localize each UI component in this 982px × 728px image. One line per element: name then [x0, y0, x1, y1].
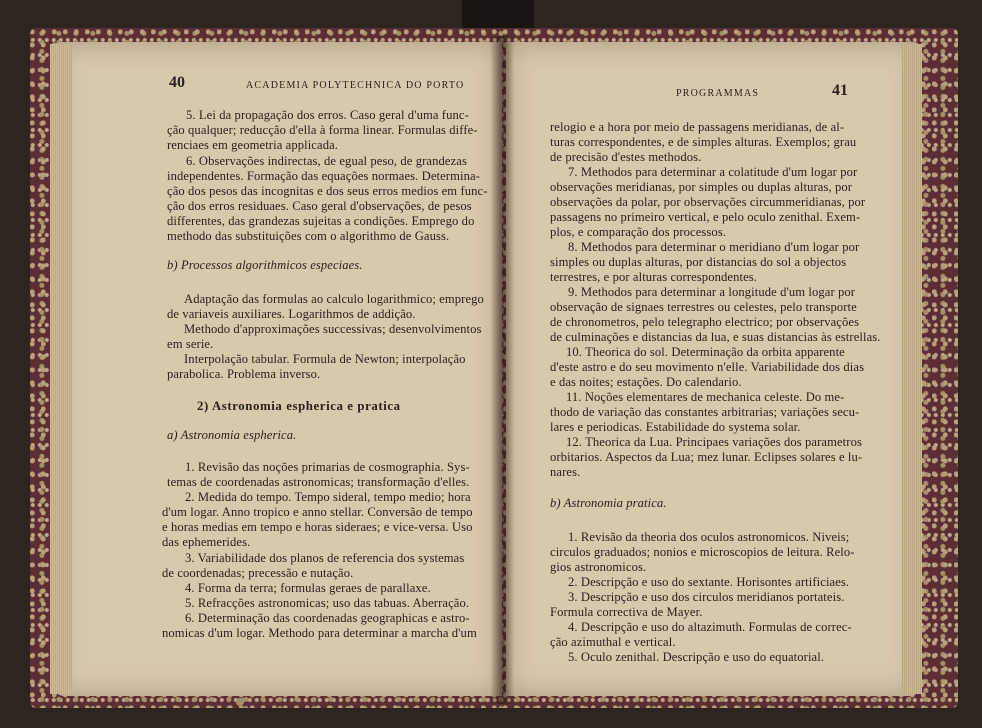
text-line: independentes. Formação das equações normaes. Determina-	[167, 169, 480, 183]
text-line: 6. Observações indirectas, de egual peso, de grandezas	[186, 154, 467, 168]
section-heading: 2) Astronomia espherica e pratica	[197, 399, 401, 413]
text-line: 6. Determinação das coordenadas geographicas e astro-	[185, 611, 470, 625]
text-line: circulos graduados; nonios e microscopios de leitura. Relo-	[550, 545, 855, 559]
text-line: simples ou duplas alturas, por distancias do sol a objectos	[550, 255, 847, 269]
text-line: 5. Refracções astronomicas; uso das tabuas. Aberração.	[185, 596, 470, 610]
page-number-right: 41	[832, 82, 848, 99]
text-line: 1. Revisão das noções primarias de cosmographia. Sys-	[185, 460, 470, 474]
text-line: gios astronomicos.	[550, 560, 647, 574]
text-line: nares.	[550, 465, 581, 479]
text-line: 2. Medida do tempo. Tempo sideral, tempo medio; hora	[185, 490, 471, 504]
text-line: das ephemerides.	[162, 535, 251, 549]
page-number-left: 40	[169, 74, 185, 91]
text-line: de precisão d'estes methodos.	[550, 150, 702, 164]
text-line: Formula correctiva de Mayer.	[550, 605, 703, 619]
running-head-left: ACADEMIA POLYTECHNICA DO PORTO	[246, 80, 465, 91]
text-line: renciaes em geometria applicada.	[167, 138, 339, 152]
text-line: 3. Variabilidade dos planos de referencia dos systemas	[185, 551, 465, 565]
text-line: 5. Lei da propagação dos erros. Caso geral d'uma func-	[186, 108, 469, 122]
text-line: terrestres, e por alturas correspondentes.	[550, 270, 758, 284]
text-line: d'este astro e do seu movimento n'elle. Variabilidade dos dias	[550, 360, 865, 374]
text-line: nomicas d'um logar. Methodo para determinar a marcha d'um	[162, 626, 477, 640]
subsection-heading: a) Astronomia espherica.	[167, 428, 297, 442]
text-line: 4. Forma da terra; formulas geraes de parallaxe.	[185, 581, 431, 595]
text-line: de chronometros, pelo telegrapho electrico; por observações	[550, 315, 860, 329]
text-line: turas correspondentes, e de simples alturas. Exemplos; grau	[550, 135, 857, 149]
text-line: 3. Descripção e uso dos circulos meridianos portateis.	[568, 590, 845, 604]
section-heading: b) Processos algorithmicos especiaes.	[167, 258, 363, 272]
text-line: Methodo d'approximações successivas; desenvolvimentos	[184, 322, 482, 336]
text-line: 4. Descripção e uso do altazimuth. Formulas de correc-	[568, 620, 852, 634]
text-line: thodo de variação das constantes arbitrarias; variações secu-	[550, 405, 860, 419]
text-line: orbitarios. Aspectos da Lua; mez lunar. Eclipses solares e lu-	[550, 450, 863, 464]
text-line: relogio e a hora por meio de passagens meridianas, de al-	[550, 120, 845, 134]
page-edges-right	[902, 44, 922, 694]
text-line: e horas medias em tempo e horas sideraes; e vice-versa. Uso	[162, 520, 473, 534]
text-line: differentes, das grandezas sujeitas a condições. Emprego do	[167, 214, 475, 228]
text-line: 5. Oculo zenithal. Descripção e uso do equatorial.	[568, 650, 825, 664]
text-line: 11. Noções elementares de mechanica celeste. Do me-	[566, 390, 845, 404]
text-line: 9. Methodos para determinar a longitude d'um logar por	[568, 285, 856, 299]
text-line: ção azimuthal e vertical.	[550, 635, 676, 649]
text-line: d'um logar. Anno tropico e anno stellar. Conversão de tempo	[162, 505, 473, 519]
text-line: methodo das substituições com o algorithmo de Gauss.	[167, 229, 450, 243]
text-line: 1. Revisão da theoria dos oculos astronomicos. Niveis;	[568, 530, 850, 544]
text-line: parabolica. Problema inverso.	[167, 367, 321, 381]
text-line: de variaveis auxiliares. Logarithmos de addição.	[167, 307, 416, 321]
text-line: ção dos erros residuaes. Caso geral d'observações, de pesos	[167, 199, 472, 213]
page-edges-left	[50, 44, 72, 694]
text-line: ção dos pesos das incognitas e dos seus erros medios em func-	[167, 184, 488, 198]
book-gutter	[490, 36, 514, 704]
text-line: ção qualquer; reducção d'ella à forma linear. Formulas diffe-	[167, 123, 478, 137]
text-line: 10. Theorica do sol. Determinação da orbita apparente	[566, 345, 845, 359]
text-line: 2. Descripção e uso do sextante. Horisontes artificiaes.	[568, 575, 850, 589]
text-line: passagens no primeiro vertical, e pelo oculo zenithal. Exem-	[550, 210, 861, 224]
text-line: 7. Methodos para determinar a colatitude d'um logar por	[568, 165, 858, 179]
text-line: lares e periodicas. Estabilidade do systema solar.	[550, 420, 801, 434]
text-line: observações meridianas, por simples ou duplas alturas, por	[550, 180, 853, 194]
text-line: 12. Theorica da Lua. Principaes variações dos parametros	[566, 435, 862, 449]
book-spine	[462, 0, 534, 30]
text-line: Adaptação das formulas ao calculo logarithmico; emprego	[184, 292, 484, 306]
text-line: de culminações e distancias da lua, e suas distancias às estrellas.	[550, 330, 881, 344]
text-line: Interpolação tabular. Formula de Newton; interpolação	[184, 352, 466, 366]
text-line: em serie.	[167, 337, 214, 351]
text-line: temas de coordenadas astronomicas; transformação d'elles.	[167, 475, 470, 489]
subsection-heading: b) Astronomia pratica.	[550, 496, 667, 510]
text-line: observações da polar, por observações circummeridianas, por	[550, 195, 866, 209]
text-line: observação de signaes terrestres ou celestes, pelo transporte	[550, 300, 857, 314]
running-head-right: PROGRAMMAS	[676, 88, 760, 99]
paper-blemish	[236, 698, 244, 706]
text-line: plos, e comparação dos processos.	[550, 225, 727, 239]
left-page	[54, 42, 502, 696]
text-line: e das noites; estações. Do calendario.	[550, 375, 742, 389]
right-page	[506, 42, 920, 696]
text-line: 8. Methodos para determinar o meridiano d'um logar por	[568, 240, 860, 254]
text-line: de coordenadas; precessão e nutação.	[162, 566, 354, 580]
